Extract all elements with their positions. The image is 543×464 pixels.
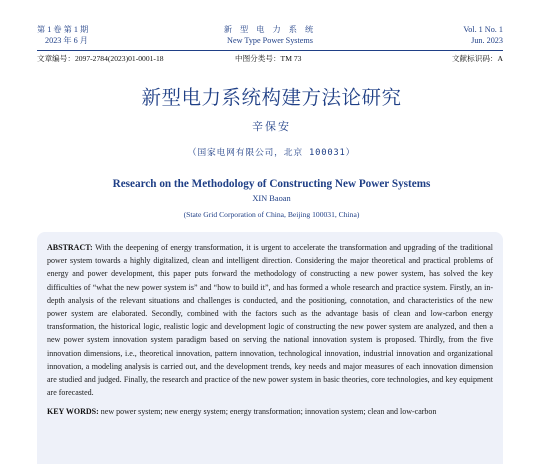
clc-number: 中图分类号：TM 73 bbox=[235, 54, 302, 63]
keywords-text: new power system; new energy system; energy transformation; innovation system; clean and low-carbon bbox=[100, 407, 437, 417]
author-en: XIN Baoan bbox=[252, 194, 291, 203]
document-code: 文献标识码：A bbox=[451, 54, 503, 63]
header-rule bbox=[37, 50, 503, 51]
header-right bbox=[463, 24, 503, 46]
keywords-label: KEY WORDS: bbox=[47, 407, 99, 417]
affiliation-en: (State Grid Corporation of China, Beijing 100031, China) bbox=[183, 210, 360, 219]
header-center bbox=[37, 24, 503, 46]
date-cn: 2023 年 6 月 bbox=[45, 36, 88, 45]
article-meta bbox=[37, 53, 503, 65]
abstract-box bbox=[37, 232, 503, 464]
author-cn: 辛保安 bbox=[252, 120, 291, 133]
article-number: 文章编号：2097-2784(2023)01-0001-18 bbox=[37, 54, 164, 63]
journal-name-en: New Type Power Systems bbox=[227, 36, 313, 45]
paper-title-en: Research on the Methodology of Constructing New Power Systems bbox=[112, 178, 431, 190]
affiliation-cn: （国家电网有限公司，北京 100031） bbox=[187, 148, 356, 158]
journal-name-cn: 新 型 电 力 系 统 bbox=[223, 25, 317, 34]
date-en: Jun. 2023 bbox=[471, 36, 503, 45]
keywords-paragraph bbox=[47, 405, 493, 418]
abstract-label: ABSTRACT: bbox=[47, 243, 93, 252]
volume-en: Vol. 1 No. 1 bbox=[463, 25, 503, 34]
journal-header bbox=[37, 24, 503, 52]
paper-title-cn: 新型电力系统构建方法论研究 bbox=[141, 86, 402, 109]
issue-cn: 第 1 卷 第 1 期 bbox=[37, 25, 89, 34]
abstract-paragraph bbox=[47, 241, 493, 399]
abstract-text: With the deepening of energy transformation, it is urgent to accelerate the transformation and upgrading of the traditional power system towards a highly digitalized, clean and intelligent direction. Considering the major theoretical and practical problems of energy and power development, this paper puts forward the methodology of constructing a new power system, has solved the key difficulties of “what the new power system is” and “how to build it”, and has formed a whole research and practice system. Firstly, an in-depth analysis of the relevant situations and challenges is conducted, and the positioning, connotation, and characteristics of the new power system are elaborated. Secondly, combined with the factors such as the advantage basis of clean and low-carbon energy transformation, the historical logic, realistic logic and development logic of constructing the new power system are analyzed, and then a new power system innovation system paradigm based on serving the national innovation system is proposed. Thirdly, from the five innovation dimensions, i.e., theoretical innovation, pattern innovation, technological innovation, industrial innovation and organizational innovation, a modeling analysis is carried out, and the development trends, key needs and major measures of each innovation dimension are studied and judged. Finally, the research and practice of the new power system in basic theories, core technologies, and key equipment are forecasted. bbox=[47, 243, 493, 398]
